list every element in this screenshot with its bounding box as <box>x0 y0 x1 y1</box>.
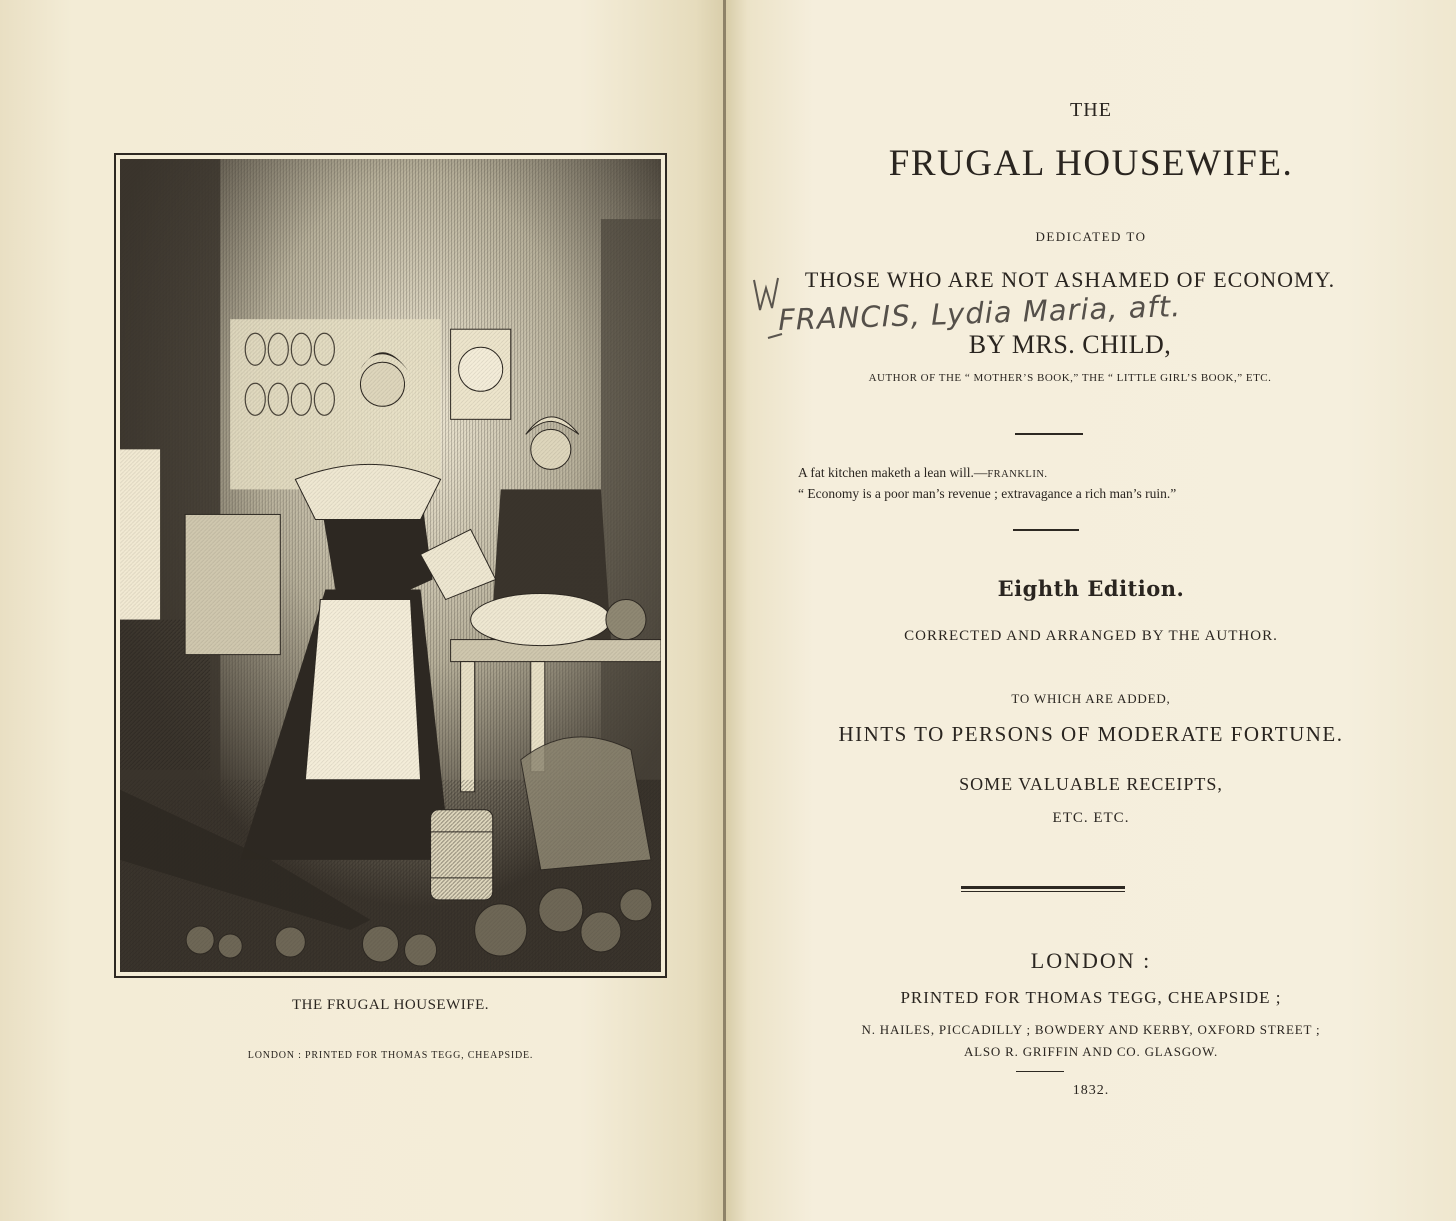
title-the: THE <box>1070 99 1112 121</box>
imprint-city: LONDON : <box>1030 948 1152 973</box>
imprint-sellers-1: N. HAILES, PICCADILLY ; BOWDERY AND KERBY, OXFORD STREET ; <box>861 1022 1321 1037</box>
handwritten-annotation: FRANCIS, Lydia Maria, aft. <box>777 288 1182 338</box>
epigraph-line-2: “ Economy is a poor man’s revenue ; extravagance a rich man’s ruin.” <box>798 486 1177 501</box>
epigraph <box>798 463 1176 503</box>
edition: Eighth Edition. <box>997 576 1185 601</box>
receipts-line: SOME VALUABLE RECEIPTS, <box>959 774 1223 794</box>
byline: BY MRS. CHILD, <box>968 330 1172 359</box>
etc-line: ETC. ETC. <box>1052 810 1130 826</box>
corrected-line: CORRECTED AND ARRANGED BY THE AUTHOR. <box>904 628 1278 644</box>
rule-4 <box>1016 1071 1064 1072</box>
added-line: TO WHICH ARE ADDED, <box>1011 691 1171 706</box>
hints-line: HINTS TO PERSONS OF MODERATE FORTUNE. <box>838 722 1344 746</box>
kitchen-scene-illustration <box>120 159 661 972</box>
imprint-sellers-2: ALSO R. GRIFFIN AND CO. GLASGOW. <box>963 1044 1219 1059</box>
frontispiece-imprint: LONDON : PRINTED FOR THOMAS TEGG, CHEAPSIDE. <box>247 1050 534 1061</box>
frontispiece-engraving <box>114 153 667 978</box>
rule-3 <box>961 886 1125 889</box>
publication-year: 1832. <box>1072 1083 1110 1098</box>
epigraph-quote-1: A fat kitchen maketh a lean will.— <box>798 465 988 480</box>
dedicated-to: DEDICATED TO <box>1035 229 1147 244</box>
dedication-line: THOSE WHO ARE NOT ASHAMED OF ECONOMY. <box>804 267 1336 292</box>
rule-3b <box>961 891 1125 892</box>
imprint-printer: PRINTED FOR THOMAS TEGG, CHEAPSIDE ; <box>900 988 1282 1007</box>
epigraph-line-1 <box>798 463 1176 484</box>
epigraph-source: FRANKLIN. <box>987 469 1048 480</box>
frontispiece-caption: THE FRUGAL HOUSEWIFE. <box>291 997 490 1013</box>
rule-1 <box>1015 433 1083 435</box>
author-of-line: AUTHOR OF THE “ MOTHER’S BOOK,” THE “ LITTLE GIRL’S BOOK,” ETC. <box>868 372 1272 384</box>
rule-2 <box>1013 529 1079 531</box>
book-title: FRUGAL HOUSEWIFE. <box>888 143 1294 184</box>
